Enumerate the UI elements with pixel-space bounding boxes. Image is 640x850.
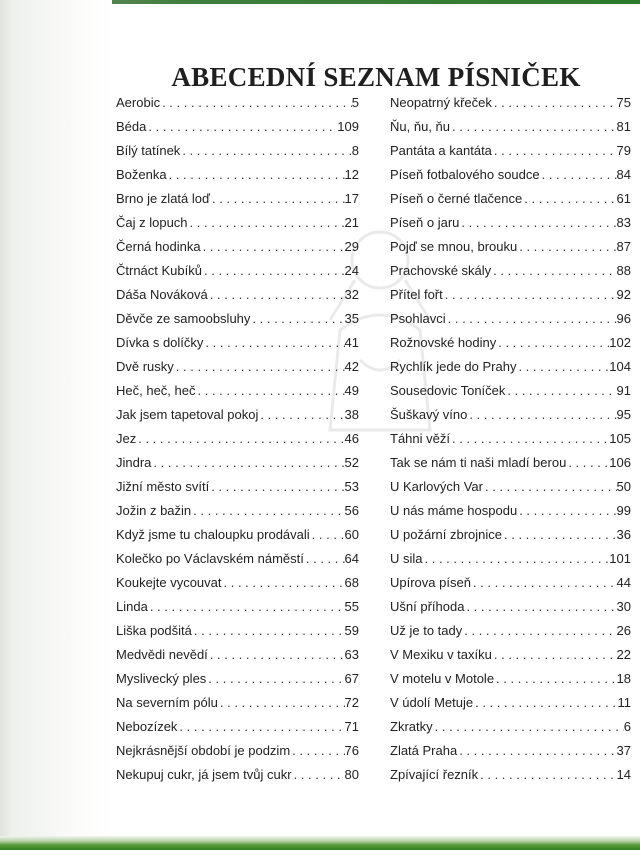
song-title: Myslivecký ples — [116, 671, 207, 686]
song-entry — [116, 139, 359, 163]
song-title: Černá hodinka — [116, 239, 201, 254]
page-number: 64 — [344, 551, 359, 566]
page-number: 5 — [351, 95, 359, 110]
page-number: 14 — [616, 767, 631, 782]
song-title: Ušní příhoda — [390, 599, 465, 614]
song-title: Když jsme tu chaloupku prodávali — [116, 527, 310, 542]
song-entry — [116, 427, 359, 451]
song-title: Dáša Nováková — [116, 287, 208, 302]
song-entry — [116, 331, 359, 355]
dot-leader — [160, 91, 352, 115]
song-entry — [390, 139, 631, 163]
song-entry — [116, 355, 359, 379]
song-index-left-column — [116, 91, 359, 787]
page-number: 68 — [344, 575, 359, 590]
song-entry — [116, 163, 359, 187]
song-entry — [116, 379, 359, 403]
song-entry — [390, 523, 631, 547]
song-title: U požární zbrojnice — [390, 527, 502, 542]
song-title: Zkratky — [390, 719, 433, 734]
page-number: 8 — [351, 143, 359, 158]
dot-leader — [188, 211, 345, 235]
song-entry — [116, 475, 359, 499]
dot-leader — [208, 643, 345, 667]
song-entry — [116, 283, 359, 307]
page-number: 87 — [616, 239, 631, 254]
dot-leader — [290, 739, 344, 763]
song-entry — [390, 547, 631, 571]
song-entry — [390, 739, 631, 763]
dot-leader — [502, 523, 617, 547]
page-number: 22 — [616, 647, 631, 662]
page-number: 6 — [623, 719, 631, 734]
dot-leader — [517, 235, 616, 259]
dot-leader — [492, 139, 617, 163]
page-number: 75 — [616, 95, 631, 110]
song-entry — [116, 235, 359, 259]
song-title: Brno je zlatá loď — [116, 191, 210, 206]
song-entry — [116, 403, 359, 427]
dot-leader — [423, 547, 610, 571]
song-title: Čtrnáct Kubíků — [116, 263, 202, 278]
page-number: 12 — [344, 167, 359, 182]
song-entry — [116, 307, 359, 331]
song-entry — [390, 331, 631, 355]
song-title: Táhni věží — [390, 431, 450, 446]
song-title: Aerobic — [116, 95, 161, 110]
page-number: 101 — [609, 551, 631, 566]
song-entry — [390, 595, 631, 619]
song-title: Tak se nám ti naši mladí berou — [390, 455, 567, 470]
dot-leader — [292, 763, 345, 787]
page-number: 30 — [616, 599, 631, 614]
song-title: Jižní město svítí — [116, 479, 210, 494]
dot-leader — [450, 115, 617, 139]
page-number: 56 — [344, 503, 359, 518]
page-number: 59 — [344, 623, 359, 638]
dot-leader — [517, 499, 616, 523]
page-number: 42 — [344, 359, 359, 374]
song-entry — [116, 715, 359, 739]
page-number: 60 — [344, 527, 359, 542]
song-title: Heč, heč, heč — [116, 383, 196, 398]
song-title: Zlatá Praha — [390, 743, 458, 758]
dot-leader — [540, 163, 617, 187]
song-index-right-column — [390, 91, 631, 787]
song-title: Medvědi nevědí — [116, 647, 208, 662]
song-entry — [116, 595, 359, 619]
song-entry — [116, 547, 359, 571]
song-title: Neopatrný křeček — [390, 95, 492, 110]
song-entry — [116, 91, 359, 115]
page-number: 37 — [616, 743, 631, 758]
page-number: 92 — [616, 287, 631, 302]
song-entry — [116, 739, 359, 763]
dot-leader — [210, 187, 345, 211]
song-title: Jožin z bažin — [116, 503, 192, 518]
dot-leader — [191, 499, 344, 523]
dot-leader — [473, 691, 617, 715]
song-entry — [390, 307, 631, 331]
page-number: 81 — [616, 119, 631, 134]
dot-leader — [566, 451, 609, 475]
dot-leader — [462, 619, 616, 643]
page-number: 17 — [344, 191, 359, 206]
dot-leader — [148, 595, 345, 619]
song-entry — [390, 115, 631, 139]
song-entry — [116, 619, 359, 643]
song-title: Čaj z lopuch — [116, 215, 188, 230]
dot-leader — [304, 547, 345, 571]
dot-leader — [433, 715, 624, 739]
book-cover-edge-bottom — [0, 836, 640, 850]
song-title: Ňu, ňu, ňu — [390, 119, 450, 134]
dot-leader — [146, 115, 337, 139]
song-entry — [116, 763, 359, 787]
dot-leader — [492, 643, 617, 667]
page-number: 38 — [344, 407, 359, 422]
page-number: 91 — [616, 383, 631, 398]
song-title: Rychlík jede do Prahy — [390, 359, 517, 374]
song-title: U Karlových Var — [390, 479, 483, 494]
song-entry — [390, 763, 631, 787]
song-entry — [390, 475, 631, 499]
page-number: 83 — [616, 215, 631, 230]
song-entry — [116, 691, 359, 715]
song-title: Prachovské skály — [390, 263, 492, 278]
song-title: Už je to tady — [390, 623, 463, 638]
page-number: 95 — [616, 407, 631, 422]
song-title: Kolečko po Václavském náměstí — [116, 551, 304, 566]
page-number: 35 — [344, 311, 359, 326]
song-title: Béda — [116, 119, 147, 134]
dot-leader — [483, 475, 617, 499]
page-number: 102 — [609, 335, 631, 350]
dot-leader — [222, 571, 345, 595]
dot-leader — [450, 427, 609, 451]
song-title: Linda — [116, 599, 148, 614]
song-entry — [390, 403, 631, 427]
song-title: Píseň o jaru — [390, 215, 460, 230]
song-entry — [116, 211, 359, 235]
dot-leader — [459, 211, 616, 235]
song-entry — [390, 451, 631, 475]
song-entry — [390, 379, 631, 403]
page-number: 104 — [609, 359, 631, 374]
dot-leader — [496, 331, 609, 355]
dot-leader — [471, 571, 617, 595]
song-entry — [116, 571, 359, 595]
song-title: Nekupuj cukr, já jsem tvůj cukr — [116, 767, 292, 782]
dot-leader — [174, 355, 345, 379]
dot-leader — [258, 403, 344, 427]
song-title: Zpívající řezník — [390, 767, 479, 782]
song-title: Boženka — [116, 167, 167, 182]
page-number: 72 — [344, 695, 359, 710]
page-number: 53 — [344, 479, 359, 494]
song-title: Dívka s dolíčky — [116, 335, 204, 350]
song-entry — [116, 523, 359, 547]
dot-leader — [516, 355, 609, 379]
page-number: 71 — [344, 719, 359, 734]
song-title: Přítel fořt — [390, 287, 443, 302]
page-number: 55 — [344, 599, 359, 614]
song-entry — [116, 115, 359, 139]
song-entry — [390, 715, 631, 739]
page-number: 21 — [344, 215, 359, 230]
page-number: 106 — [609, 455, 631, 470]
page-number: 11 — [617, 695, 631, 710]
song-title: Pojď se mnou, brouku — [390, 239, 518, 254]
dot-leader — [196, 379, 345, 403]
song-entry — [116, 451, 359, 475]
page-number: 109 — [337, 119, 359, 134]
page-number: 61 — [616, 191, 631, 206]
song-title: Nebozízek — [116, 719, 178, 734]
song-title: Koukejte vycouvat — [116, 575, 222, 590]
page-number: 44 — [616, 575, 631, 590]
page-number: 50 — [616, 479, 631, 494]
dot-leader — [203, 331, 344, 355]
dot-leader — [478, 763, 616, 787]
dot-leader — [505, 379, 616, 403]
page-number: 80 — [344, 767, 359, 782]
dot-leader — [457, 739, 616, 763]
page-number: 96 — [616, 311, 631, 326]
song-entry — [390, 283, 631, 307]
page-number: 67 — [344, 671, 359, 686]
dot-leader — [491, 259, 616, 283]
song-entry — [390, 667, 631, 691]
dot-leader — [136, 427, 344, 451]
dot-leader — [201, 235, 345, 259]
dot-leader — [250, 307, 344, 331]
page-title: ABECEDNÍ SEZNAM PÍSNIČEK — [171, 62, 581, 93]
song-title: V Mexiku v taxíku — [390, 647, 492, 662]
song-entry — [390, 235, 631, 259]
page-gutter-shadow — [0, 0, 112, 850]
song-entry — [390, 643, 631, 667]
page-number: 18 — [616, 671, 631, 686]
song-entry — [116, 667, 359, 691]
page-number: 24 — [344, 263, 359, 278]
song-title: Na severním pólu — [116, 695, 218, 710]
song-entry — [390, 211, 631, 235]
song-entry — [390, 187, 631, 211]
song-title: Nejkrásnější období je podzim — [116, 743, 291, 758]
page-number: 46 — [344, 431, 359, 446]
dot-leader — [209, 475, 344, 499]
song-title: Píseň fotbalového soudce — [390, 167, 540, 182]
song-title: Jez — [116, 431, 137, 446]
page-number: 29 — [344, 239, 359, 254]
dot-leader — [202, 259, 345, 283]
song-entry — [390, 427, 631, 451]
song-title: Děvče ze samoobsluhy — [116, 311, 251, 326]
dot-leader — [467, 403, 616, 427]
dot-leader — [192, 619, 345, 643]
page-number: 99 — [616, 503, 631, 518]
page-number: 88 — [616, 263, 631, 278]
page-number: 79 — [616, 143, 631, 158]
dot-leader — [151, 451, 344, 475]
song-entry — [390, 163, 631, 187]
song-title: Šuškavý víno — [390, 407, 468, 422]
song-title: Rožnovské hodiny — [390, 335, 497, 350]
dot-leader — [167, 163, 345, 187]
page-number: 49 — [344, 383, 359, 398]
dot-leader — [492, 91, 617, 115]
page-number: 84 — [616, 167, 631, 182]
song-title: Bílý tatínek — [116, 143, 181, 158]
dot-leader — [464, 595, 616, 619]
song-title: V údolí Metuje — [390, 695, 474, 710]
song-entry — [116, 259, 359, 283]
song-entry — [116, 187, 359, 211]
dot-leader — [494, 667, 616, 691]
song-title: Psohlavci — [390, 311, 446, 326]
dot-leader — [522, 187, 616, 211]
song-entry — [390, 619, 631, 643]
page-number: 52 — [344, 455, 359, 470]
song-entry — [116, 499, 359, 523]
page-number: 26 — [616, 623, 631, 638]
song-entry — [390, 691, 631, 715]
dot-leader — [218, 691, 345, 715]
song-entry — [390, 259, 631, 283]
dot-leader — [177, 715, 344, 739]
song-title: Píseň o černé tlačence — [390, 191, 523, 206]
dot-leader — [443, 283, 617, 307]
song-title: Dvě rusky — [116, 359, 174, 374]
song-title: Jak jsem tapetoval pokoj — [116, 407, 259, 422]
song-entry — [390, 355, 631, 379]
page-number: 63 — [344, 647, 359, 662]
page-number: 76 — [344, 743, 359, 758]
song-title: Pantáta a kantáta — [390, 143, 492, 158]
dot-leader — [446, 307, 617, 331]
song-title: V motelu v Motole — [390, 671, 495, 686]
song-title: Jindra — [116, 455, 152, 470]
page-number: 41 — [344, 335, 359, 350]
song-title: U nás máme hospodu — [390, 503, 518, 518]
dot-leader — [180, 139, 351, 163]
song-title: Liška podšitá — [116, 623, 192, 638]
song-entry — [116, 643, 359, 667]
dot-leader — [208, 283, 345, 307]
song-entry — [390, 91, 631, 115]
dot-leader — [206, 667, 344, 691]
song-title: Upírova píseň — [390, 575, 471, 590]
page-number: 36 — [616, 527, 631, 542]
song-entry — [390, 499, 631, 523]
page-number: 105 — [609, 431, 631, 446]
dot-leader — [310, 523, 345, 547]
song-title: U sila — [390, 551, 423, 566]
page-number: 32 — [344, 287, 359, 302]
song-title: Sousedovic Toníček — [390, 383, 506, 398]
song-entry — [390, 571, 631, 595]
